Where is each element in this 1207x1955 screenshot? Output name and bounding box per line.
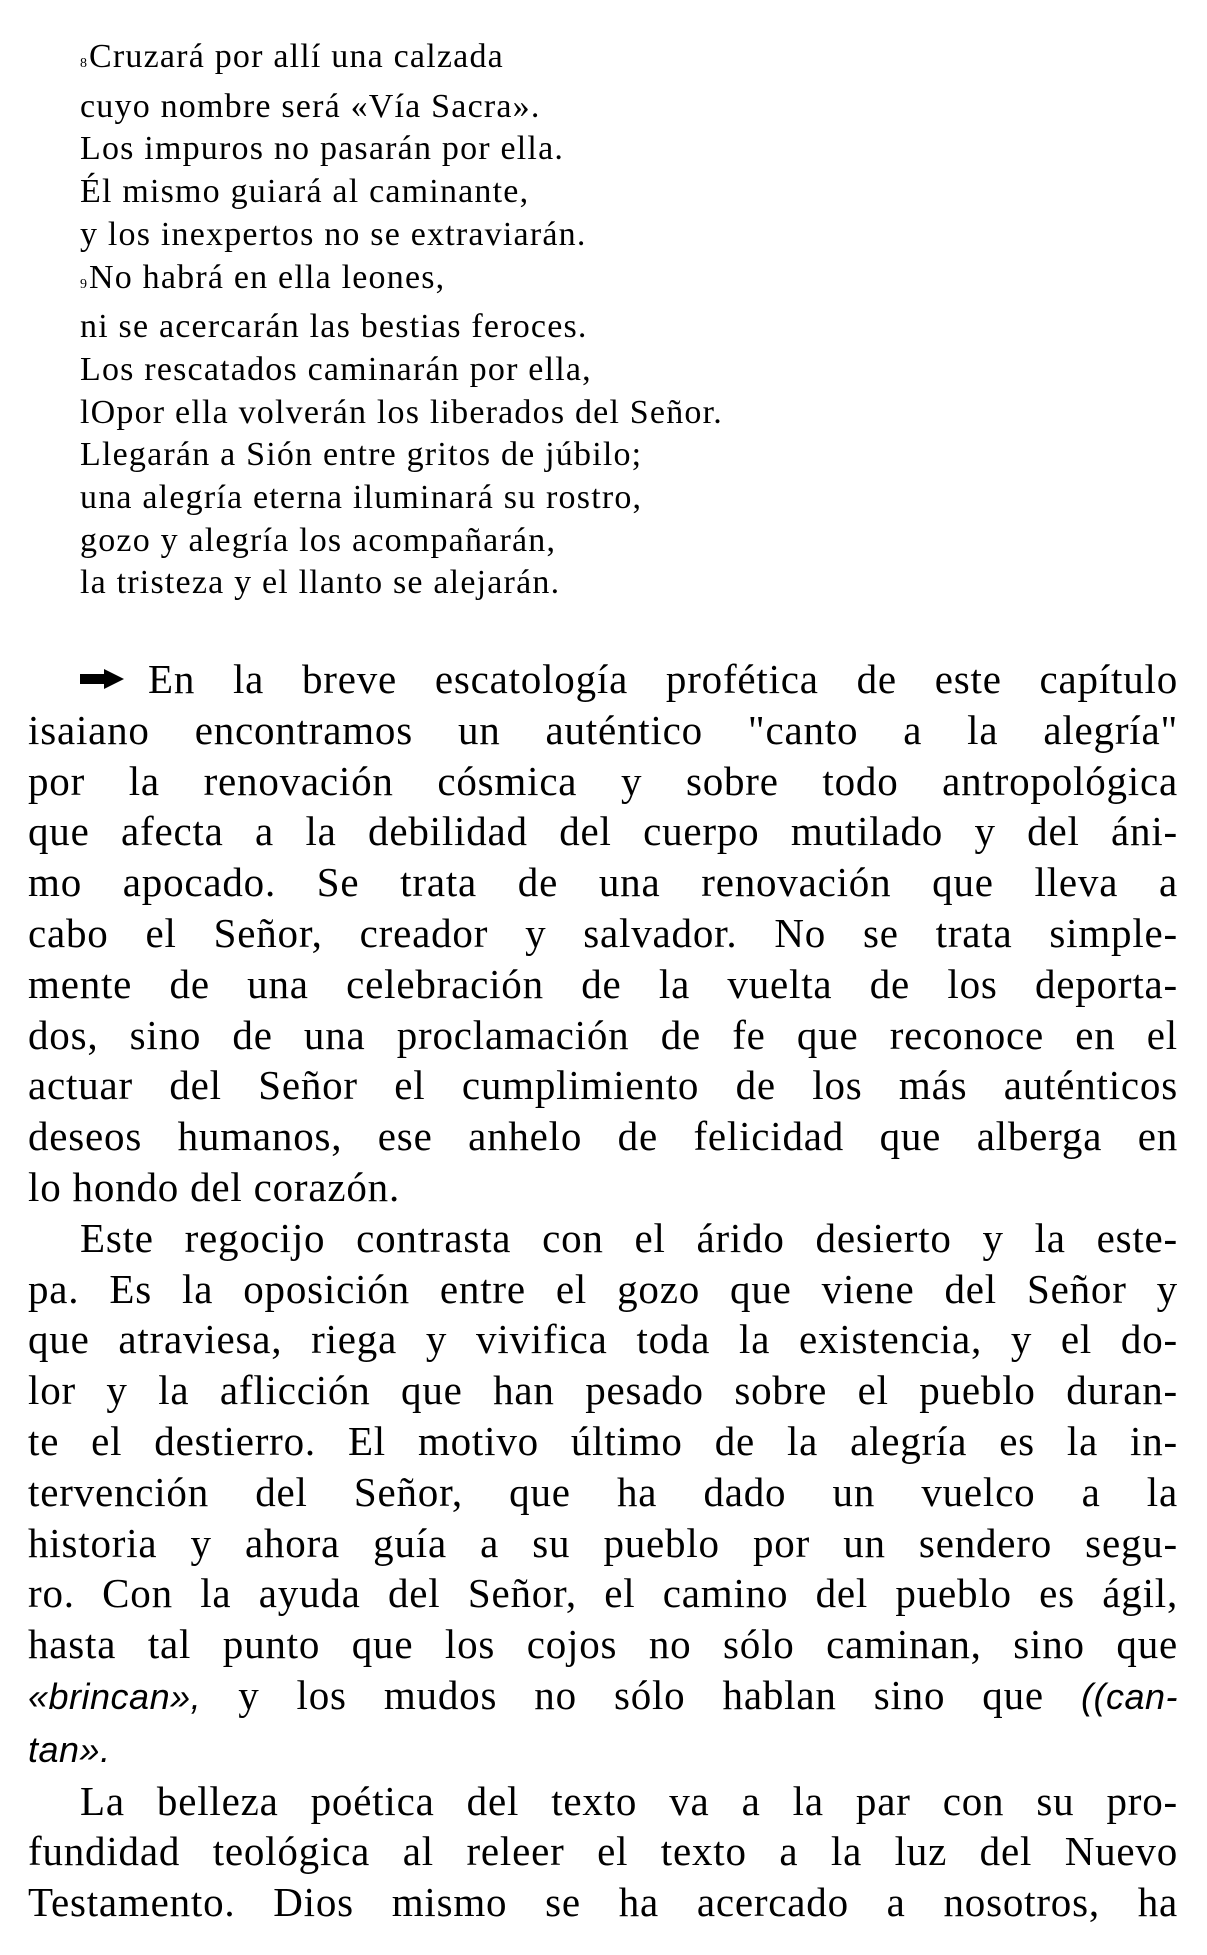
text-line: que atraviesa, riega y vivifica toda la existencia, y el do- [28, 1316, 1178, 1363]
commentary-paragraph-3 [28, 1776, 1178, 1928]
text-line: Este regocijo contrasta con el árido desierto y la este- [80, 1214, 1178, 1261]
poem-line-text: Él mismo guiará al caminante, [80, 173, 530, 211]
poem-line [80, 36, 980, 86]
commentary-paragraph-1 [28, 654, 1178, 1213]
poem-line-text: la tristeza y el llanto se alejarán. [80, 564, 561, 602]
poem-line-text: Cruzará por allí una calzada [89, 38, 504, 75]
text-line: En la breve escatología profética de este capítulo [28, 654, 1178, 705]
text-line: mo apocado. Se trata de una renovación que lleva a [28, 859, 1178, 906]
poem-line-text: y los inexpertos no se extraviarán. [80, 215, 587, 253]
poem-line [80, 257, 980, 307]
text-line: lo hondo del corazón. [28, 1163, 401, 1210]
text-line [28, 1723, 1178, 1776]
poem-line-text: cuyo nombre será «Vía Sacra». [80, 87, 541, 125]
text-line: isaiano encontramos un auténtico "canto a la alegría" [28, 706, 1178, 753]
text-line: Testamento. Dios mismo se ha acercado a nosotros, ha [28, 1879, 1178, 1926]
commentary-paragraph-2 [28, 1213, 1178, 1776]
poem-line-text: No habrá en ella leones, [89, 258, 446, 296]
poem-line [80, 349, 980, 392]
poem-line [80, 86, 980, 129]
text-line: cabo el Señor, creador y salvador. No se trata simple- [28, 909, 1178, 956]
text-line: te el destierro. El motivo último de la alegría es la in- [28, 1417, 1178, 1464]
poem-line-text: gozo y alegría los acompañarán, [80, 521, 557, 559]
poem-line-text: lOpor ella volverán los liberados del Señor. [80, 393, 723, 431]
text-line: fundidad teológica al releer el texto a la luz del Nuevo [28, 1828, 1178, 1875]
poem-line [80, 477, 980, 520]
verse-number: 9 [80, 276, 87, 292]
text-line: lor y la aflicción que han pesado sobre el pueblo duran- [28, 1367, 1178, 1414]
text-line: hasta tal punto que los cojos no sólo caminan, sino que [28, 1621, 1178, 1668]
poem-line [80, 562, 980, 605]
poem-line [80, 434, 980, 477]
poem-line [80, 128, 980, 171]
poem-line [80, 306, 980, 349]
text-line: tervención del Señor, que ha dado un vuelco a la [28, 1468, 1178, 1515]
right-arrow-icon [80, 669, 124, 689]
text-line: La belleza poética del texto va a la par con su pro- [80, 1777, 1178, 1824]
poem-line [80, 171, 980, 214]
text-line: actuar del Señor el cumplimiento de los más auténticos [28, 1062, 1178, 1109]
poem-line-text: Llegarán a Sión entre gritos de júbilo; [80, 436, 643, 474]
italic-quote: «brincan», [28, 1675, 202, 1717]
text-line: por la renovación cósmica y sobre todo antropológica [28, 757, 1178, 804]
text-line: historia y ahora guía a su pueblo por un sendero segu- [28, 1519, 1178, 1566]
poem-line-text: ni se acercarán las bestias feroces. [80, 308, 588, 346]
poem-line [80, 520, 980, 563]
commentary-block [28, 654, 1178, 1928]
text-line: que afecta a la debilidad del cuerpo mutilado y del áni- [28, 808, 1178, 855]
poem-line-text: Los impuros no pasarán por ella. [80, 130, 565, 168]
text-line: mente de una celebración de la vuelta de los deporta- [28, 960, 1178, 1007]
italic-quote: tan». [28, 1728, 111, 1770]
poem-line [80, 392, 980, 435]
text-line: ro. Con la ayuda del Señor, el camino del pueblo es ágil, [28, 1570, 1178, 1617]
poem-line [80, 214, 980, 257]
text-line: deseos humanos, ese anhelo de felicidad que alberga en [28, 1113, 1178, 1160]
poem-line-text: Los rescatados caminarán por ella, [80, 350, 592, 388]
poem-line-text: una alegría eterna iluminará su rostro, [80, 479, 643, 517]
text-line: dos, sino de una proclamación de fe que reconoce en el [28, 1011, 1178, 1058]
poem-block [80, 36, 980, 605]
text-line: «brincan», y los mudos no sólo hablan sino que ((can- [28, 1671, 1178, 1718]
text-line: pa. Es la oposición entre el gozo que viene del Señor y [28, 1265, 1178, 1312]
verse-number: 8 [80, 56, 87, 71]
italic-quote: ((can- [1080, 1675, 1178, 1717]
